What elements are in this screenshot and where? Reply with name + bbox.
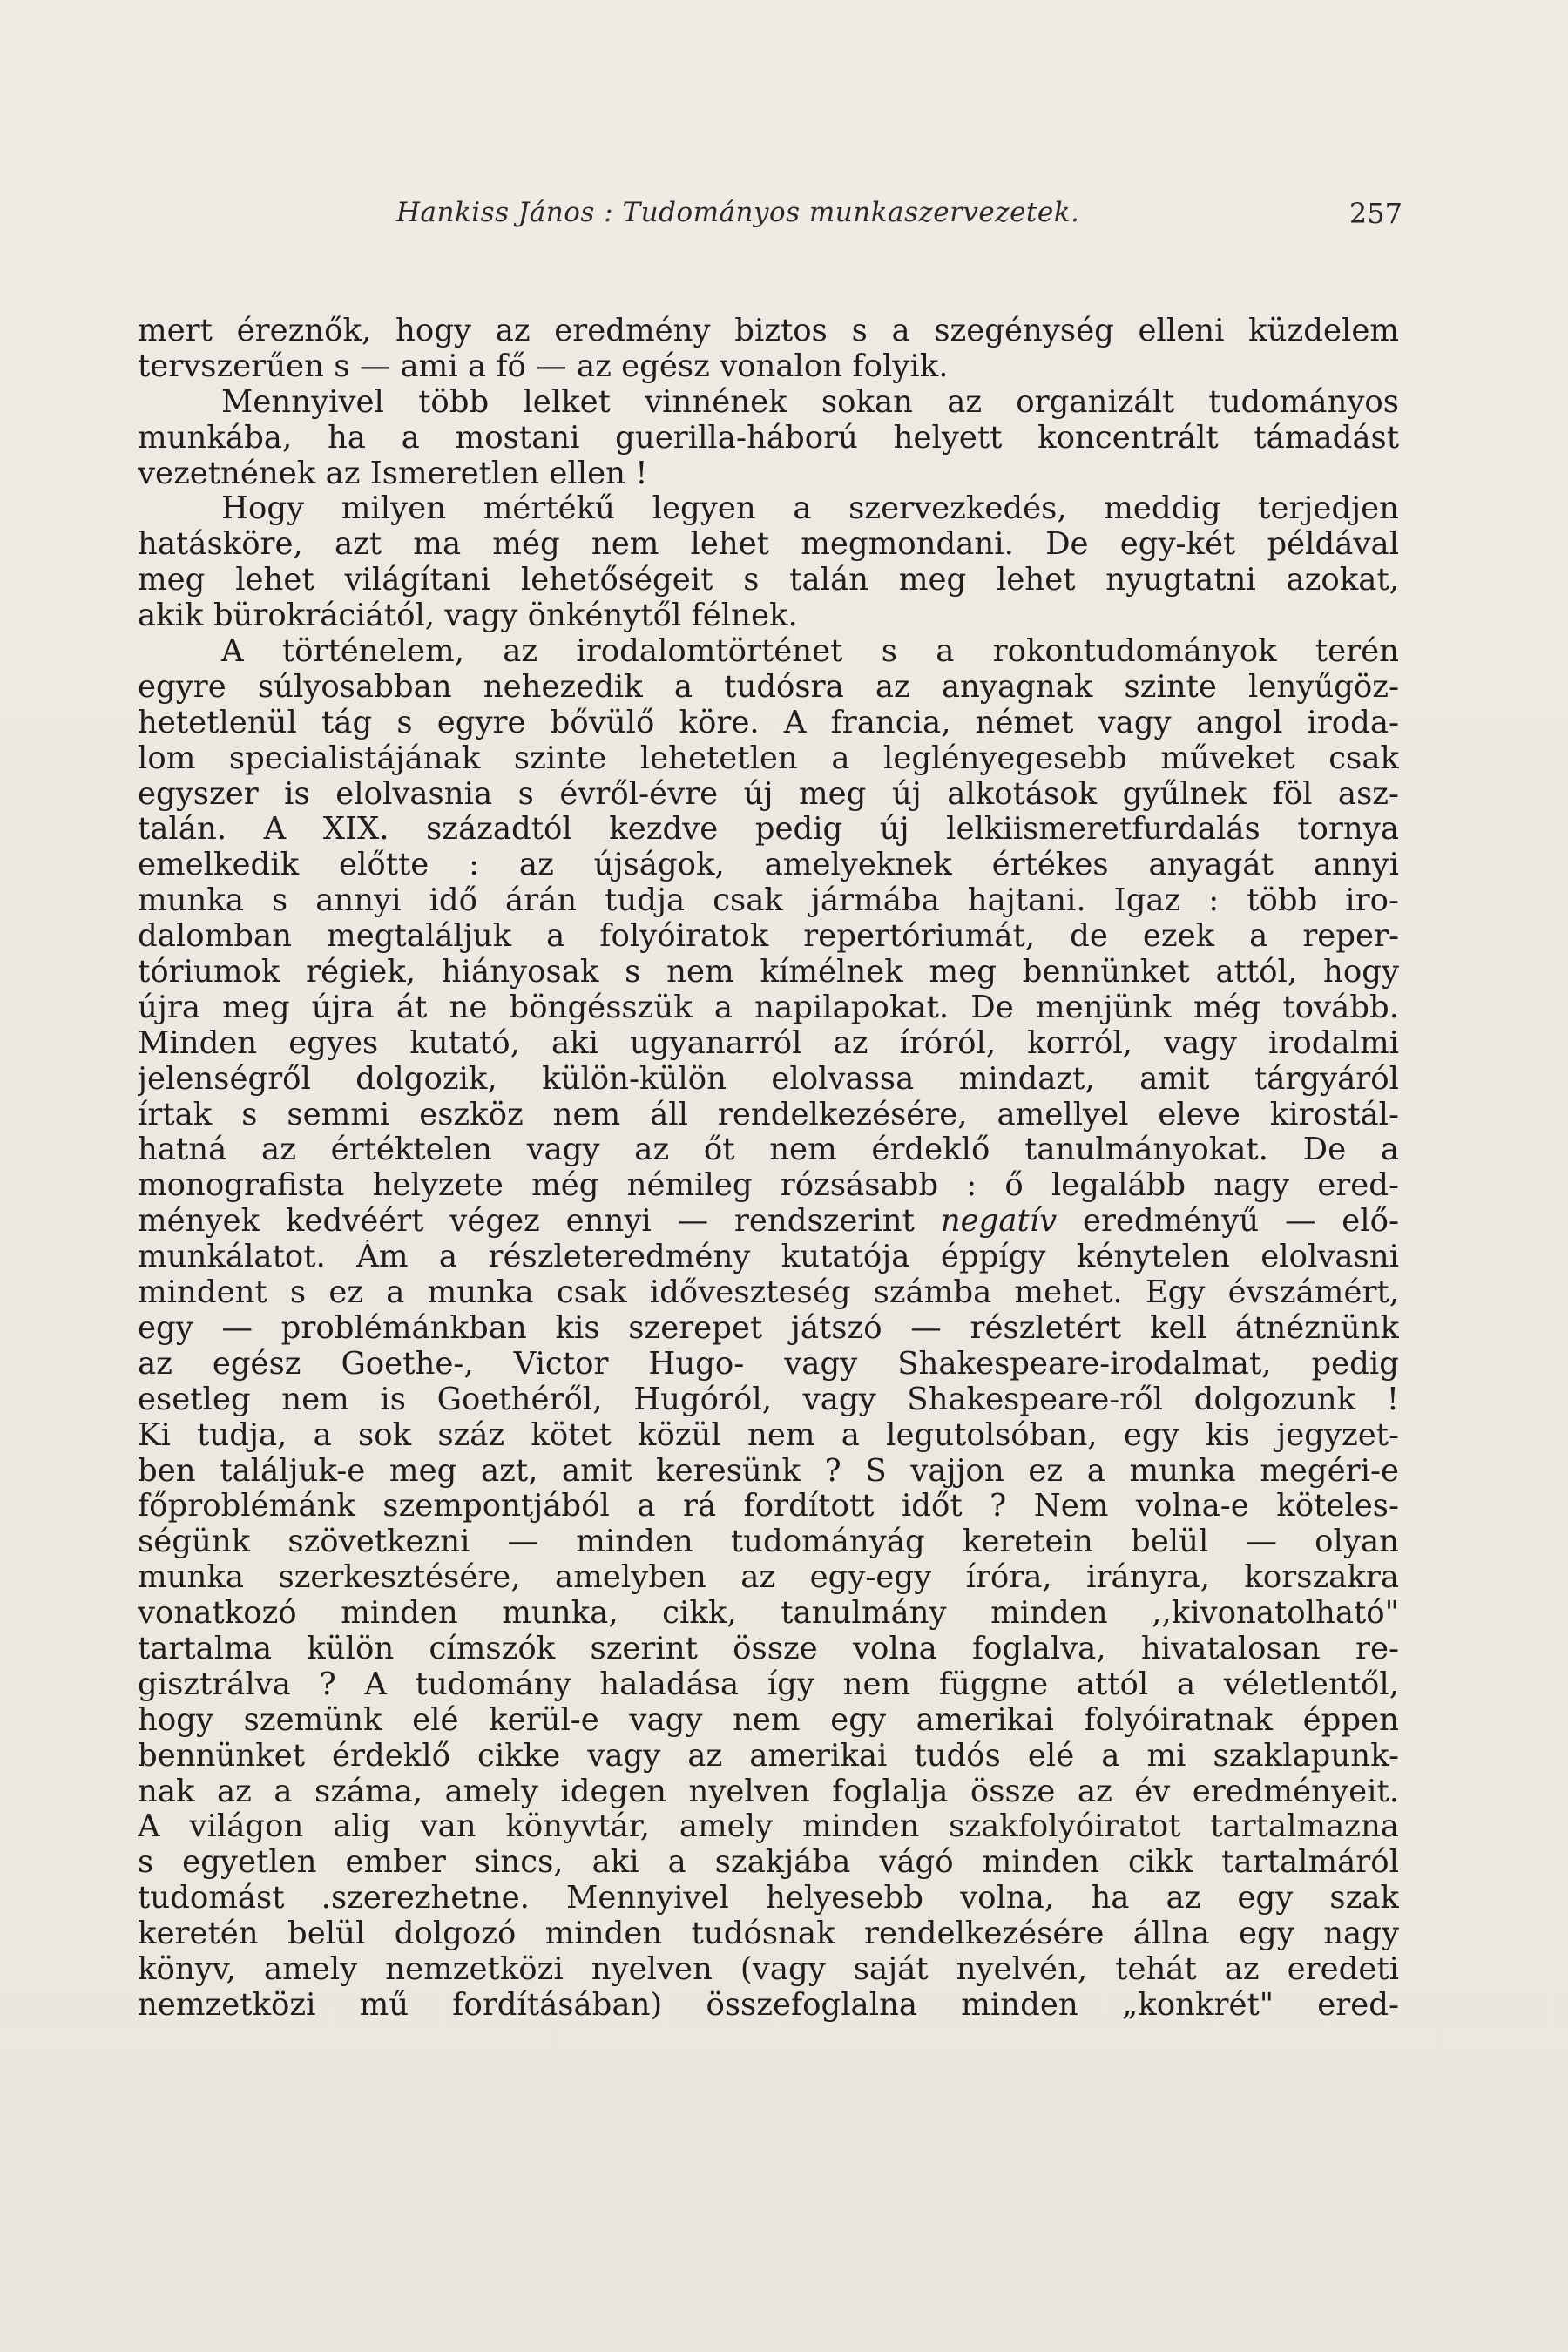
text-line: Hogy milyen mértékű legyen a szervezkedés, meddig terjedjen [221,491,1399,527]
text-line: tartalma külön címszók szerint össze volna foglalva, hivatalosan re- [138,1631,1399,1666]
text-line: főproblémánk szempontjából a rá fordított időt ? Nem volna-e köteles- [138,1489,1399,1524]
text-line: könyv, amely nemzetközi nyelven (vagy saját nyelvén, tehát az eredeti [138,1951,1399,1987]
text-line: tudomást .szerezhetne. Mennyivel helyesebb volna, ha az egy szak [138,1881,1399,1916]
text-line: munka szerkesztésére, amelyben az egy-egy íróra, irányra, korszakra [138,1560,1399,1596]
text-line: hatásköre, azt ma még nem lehet megmondani. De egy-két példával [138,527,1399,563]
text-line: esetleg nem is Goethéről, Hugóról, vagy Shakespeare-ről dolgozunk ! [138,1382,1399,1417]
text-line: hetetlenül tág s egyre bővülő köre. A francia, német vagy angol iroda- [138,705,1399,740]
text-line: A történelem, az irodalomtörténet s a rokontudományok terén [221,634,1399,670]
italic-word: negatív [940,1204,1058,1240]
text-line: mindent s ez a munka csak időveszteség számba mehet. Egy évszámért, [138,1275,1399,1311]
text-line: egyszer is elolvasnia s évről-évre új meg új alkotások gyűlnek föl asz- [138,776,1399,812]
text-line: gisztrálva ? A tudomány haladása így nem függne attól a véletlentől, [138,1666,1399,1702]
text-line: emelkedik előtte : az újságok, amelyeknek értékes anyagát annyi [138,848,1399,883]
text-line: jelenségről dolgozik, külön-külön elolvassa mindazt, amit tárgyáról [138,1061,1399,1097]
text-line: tervszerűen s — ami a fő — az egész vonalon folyik. [138,348,949,384]
running-head [135,197,1402,235]
text-line: hatná az értéktelen vagy az őt nem érdeklő tanulmányokat. De a [138,1132,1399,1168]
text-line: talán. A XIX. századtól kezdve pedig új lelkiismeretfurdalás tornya [138,812,1399,848]
text-line: A világon alig van könyvtár, amely minden szakfolyóiratot tartalmazna [138,1809,1399,1845]
text-line: dalomban megtaláljuk a folyóiratok repertóriumát, de ezek a reper- [138,919,1399,955]
text-line: nak az a száma, amely idegen nyelven foglalja össze az év eredményeit. [138,1774,1399,1809]
text-line: munkálatot. Ám a részleteredmény kutatója éppígy kénytelen elolvasni [138,1240,1399,1275]
running-title: Hankiss János : Tudományos munkaszervezetek. [396,197,1080,228]
text-line: ben találjuk-e meg azt, amit keresünk ? S vajjon ez a munka megéri-e [138,1453,1399,1489]
text-line: Ki tudja, a sok száz kötet közül nem a legutolsóban, egy kis jegyzet- [138,1417,1399,1453]
body-text [138,314,1399,2024]
page-number: 257 [1348,197,1402,230]
text-line: bennünket érdeklő cikke vagy az amerikai tudós elé a mi szaklapunk- [138,1738,1399,1774]
text-line: írtak s semmi eszköz nem áll rendelkezésére, amellyel eleve kirostál- [138,1097,1399,1132]
text-line: mények kedvéért végez ennyi — rendszerint negatív eredményű — elő- [138,1204,1399,1240]
text-line: hogy szemünk elé kerül-e vagy nem egy amerikai folyóiratnak éppen [138,1702,1399,1738]
text-line: vezetnének az Ismeretlen ellen ! [138,456,648,491]
text-line: keretén belül dolgozó minden tudósnak rendelkezésére állna egy nagy [138,1916,1399,1952]
text-line: tóriumok régiek, hiányosak s nem kímélnek meg bennünket attól, hogy [138,955,1399,990]
text-line: Minden egyes kutató, aki ugyanarról az íróról, korról, vagy irodalmi [138,1025,1399,1061]
text-line: munka s annyi idő árán tudja csak jármába hajtani. Igaz : több iro- [138,883,1399,919]
text-line: Mennyivel több lelket vinnének sokan az organizált tudományos [221,384,1399,420]
text-line: meg lehet világítani lehetőségeit s talán meg lehet nyugtatni azokat, [138,563,1399,598]
text-line: az egész Goethe-, Victor Hugo- vagy Shakespeare-irodalmat, pedig [138,1346,1399,1382]
text-line: munkába, ha a mostani guerilla-háború helyett koncentrált támadást [138,420,1399,456]
text-line: nemzetközi mű fordításában) összefoglalna minden „konkrét" ered- [138,1987,1399,2023]
text-line: ségünk szövetkezni — minden tudományág keretein belül — olyan [138,1524,1399,1560]
text-line: egy — problémánkban kis szerepet játszó — részletért kell átnéznünk [138,1310,1399,1346]
text-line: akik bürokráciától, vagy önkénytől félnek. [138,598,798,634]
text-line: mert éreznők, hogy az eredmény biztos s a szegénység elleni küzdelem [138,314,1399,348]
text-line: vonatkozó minden munka, cikk, tanulmány minden ,,kivonatolható" [138,1596,1399,1632]
text-line: egyre súlyosabban nehezedik a tudósra az anyagnak szinte lenyűgöz- [138,669,1399,705]
text-line: újra meg újra át ne böngésszük a napilapokat. De menjünk még tovább. [138,990,1399,1025]
text-line: monografista helyzete még némileg rózsásabb : ő legalább nagy ered- [138,1168,1399,1204]
text-line: s egyetlen ember sincs, aki a szakjába vágó minden cikk tartalmáról [138,1845,1399,1881]
text-line: lom specialistájának szinte lehetetlen a leglényegesebb műveket csak [138,740,1399,776]
